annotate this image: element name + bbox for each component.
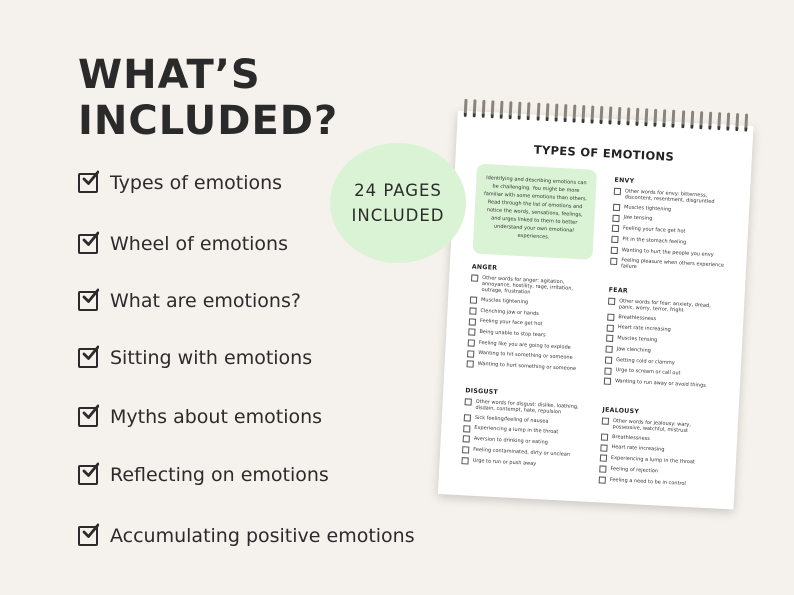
checklist-item: [78, 522, 458, 550]
document-preview: [438, 99, 754, 510]
list-item: Wanting to run away or avoid things: [604, 377, 723, 391]
checkbox-icon: [605, 356, 612, 363]
checklist-item-label: Myths about emotions: [110, 406, 323, 428]
checkbox-icon: [599, 476, 606, 483]
checkbox-icon: [461, 457, 468, 464]
document-title: TYPES OF EMOTIONS: [533, 142, 675, 164]
checkbox-icon: [604, 367, 611, 374]
checkbox-icon: [612, 215, 619, 222]
checkbox-icon: [612, 225, 619, 232]
checkbox-icon: [468, 329, 475, 336]
checkbox-icon: [611, 236, 618, 243]
section-envy: [610, 177, 734, 279]
list-item: Feeling pleasure when others experience failure: [610, 257, 729, 276]
list-item: Being unable to stop tears: [468, 328, 587, 342]
checkbox-icon: [469, 307, 476, 314]
checkbox-icon: [464, 414, 471, 421]
checklist-item-label: Wheel of emotions: [110, 233, 288, 255]
checkbox-icon: [607, 314, 614, 321]
list-item: Pit in the stomach feeling: [611, 236, 730, 250]
list-item: Heart rate increasing: [607, 324, 726, 338]
checkbox-checked-icon: [78, 173, 98, 193]
badge-line-1: 24 PAGES: [354, 181, 442, 200]
section-title: ANGER: [471, 263, 498, 272]
checkbox-checked-icon: [78, 348, 98, 368]
checkbox-icon: [607, 324, 614, 331]
checkbox-checked-icon: [78, 291, 98, 311]
checkbox-icon: [463, 425, 470, 432]
list-item: Other words for anger: agitation, annoyance, hostility, rage, irritation, outrage, frustration: [470, 274, 590, 299]
checkbox-icon: [605, 346, 612, 353]
list-item: Other words for envy: bitterness, discontent, resentment, disgruntled: [613, 188, 732, 207]
section-title: DISGUST: [465, 387, 499, 396]
checkbox-checked-icon: [78, 234, 98, 254]
checkbox-icon: [465, 399, 472, 406]
list-item: Experiencing a lump in the throat: [600, 455, 719, 469]
list-item: Other words for fear: anxiety, dread, panic, worry, terror, fright: [608, 298, 727, 317]
list-item: Other words for jealousy: wary, possessive, watchful, mistrust: [601, 417, 720, 436]
list-item: Feeling contaminated, dirty or unclean: [462, 446, 581, 460]
checkbox-checked-icon: [78, 465, 98, 485]
checklist-item: [78, 403, 458, 431]
checkbox-icon: [462, 446, 469, 453]
checkbox-checked-icon: [78, 407, 98, 427]
checkbox-icon: [604, 378, 611, 385]
list-item: Muscles tightening: [470, 296, 589, 310]
checkbox-icon: [466, 361, 473, 368]
checklist-item-label: Types of emotions: [110, 172, 283, 194]
list-item: Urge to run or push away: [461, 457, 580, 471]
checkbox-icon: [613, 204, 620, 211]
checklist-item-label: Sitting with emotions: [110, 347, 313, 369]
section-jealousy: [598, 406, 721, 492]
pages-included-badge: [330, 143, 466, 263]
checkbox-icon: [600, 444, 607, 451]
list-item: Feeling like you are going to explode: [468, 339, 587, 353]
checklist-item-label: Reflecting on emotions: [110, 464, 329, 486]
checkbox-icon: [602, 418, 609, 425]
section-title: JEALOUSY: [602, 406, 640, 416]
list-item: Heart rate increasing: [600, 444, 719, 458]
checkbox-icon: [610, 257, 617, 264]
list-item: Jaw clenching: [605, 345, 724, 359]
checkbox-icon: [468, 339, 475, 346]
list-item: Feeling of rejection: [599, 465, 718, 479]
list-item: Feeling a need to be in control: [599, 476, 718, 490]
list-item: Urge to scream or call out: [604, 367, 723, 381]
list-item: Wanting to hurt something or someone: [466, 360, 585, 374]
checkbox-icon: [469, 318, 476, 325]
document-intro: Identifying and describing emotions can be challenging. You might be more familiar with some emotions than others. Read through the list of emotions and notice the words, sensations, feelings, and urges linked to them to better understand your own emotional experiences.: [472, 164, 597, 260]
checkbox-icon: [608, 298, 615, 305]
section-fear: [604, 287, 728, 395]
list-item: Jaw tensing: [612, 214, 731, 228]
checklist-item-label: Accumulating positive emotions: [110, 525, 415, 547]
list-item: Getting cold or clammy: [605, 356, 724, 370]
list-item: Breathlessness: [601, 433, 720, 447]
list-item: Wanting to hit something or someone: [467, 350, 586, 364]
checklist-item: [78, 461, 458, 489]
checkbox-icon: [467, 350, 474, 357]
list-item: Other words for disgust: dislike, loathing, disdain, contempt, hate, repulsion: [464, 398, 583, 417]
checklist-item: [78, 344, 458, 372]
document-page: [438, 111, 754, 510]
checkbox-icon: [600, 455, 607, 462]
list-item: Sick feeling/feeling of nausea: [464, 414, 583, 428]
checkbox-icon: [471, 275, 478, 282]
checkbox-icon: [601, 434, 608, 441]
checkbox-icon: [614, 188, 621, 195]
checklist-item: [78, 287, 458, 315]
checkbox-icon: [606, 335, 613, 342]
checkbox-checked-icon: [78, 526, 98, 546]
checkbox-icon: [463, 436, 470, 443]
list-item: Muscles tightening: [613, 204, 732, 218]
list-item: Muscles tensing: [606, 335, 725, 349]
list-item: Aversion to drinking or eating: [463, 435, 582, 449]
section-title: ENVY: [614, 176, 635, 185]
list-item: Breathlessness: [607, 313, 726, 327]
section-anger: [466, 263, 590, 377]
list-item: Wanting to hurt the people you envy: [611, 246, 730, 260]
list-item: Experiencing a lump in the throat: [463, 425, 582, 439]
list-item: Feeling your face get hot: [612, 225, 731, 239]
checkbox-icon: [470, 297, 477, 304]
list-item: Feeling your face get hot: [469, 318, 588, 332]
headline: WHAT’S INCLUDED?: [78, 52, 339, 144]
checklist-item-label: What are emotions?: [110, 290, 301, 312]
badge-line-2: INCLUDED: [351, 206, 445, 225]
section-disgust: [461, 387, 584, 473]
section-title: FEAR: [608, 286, 629, 295]
checkbox-icon: [599, 466, 606, 473]
list-item: Clenching jaw or hands: [469, 307, 588, 321]
checkbox-icon: [611, 247, 618, 254]
